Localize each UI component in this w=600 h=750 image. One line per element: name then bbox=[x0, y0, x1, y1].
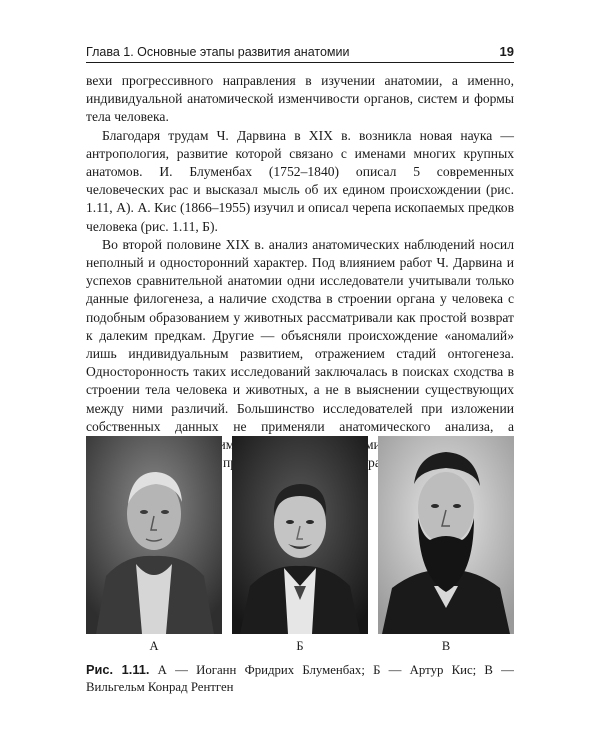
portrait-a bbox=[86, 436, 222, 654]
figure-caption bbox=[86, 662, 514, 695]
paragraph-continuation: вехи прогрессивного направления в изучении анатомии, а именно, индивидуальной анатомической изменчивости органов, систем и формы тела человека. bbox=[86, 73, 514, 125]
portrait-b bbox=[232, 436, 368, 654]
figure-1-11 bbox=[86, 436, 514, 695]
label-a: А bbox=[149, 639, 159, 653]
portrait-blumenbach-drawing bbox=[86, 436, 222, 634]
caption-text: А — Иоганн Фридрих Блуменбах; Б — Артур Кис; В — Вильгельм Конрад Рентген bbox=[86, 663, 514, 694]
portrait-row bbox=[86, 436, 514, 654]
portrait-keith-image bbox=[232, 436, 368, 634]
body-text bbox=[86, 72, 514, 491]
running-head bbox=[86, 44, 514, 63]
chapter-title: Глава 1. Основные этапы развития анатомии bbox=[86, 45, 350, 59]
portrait-keith-drawing bbox=[232, 436, 368, 634]
caption-lead: Рис. 1.11. bbox=[86, 662, 150, 677]
paragraph-xix-century: Во второй половине XIX в. анализ анатомических наблюдений носил неполный и односторонний характер. Под влиянием работ Ч. Дарвина и успехов сравнительной анатомии одни исследователи учитывали только данные филогенеза, а наличие сходства в строении органа у человека с подобным образованием у животных рассматривали как простой возврат к далеким предкам. Другие — объясняли происхождение «аномалий» лишь индивидуальным развитием, отражением стадий онтогенеза. Односторонность таких исследований заключалась в поисках сходства в строении тела человека и животных, а не в выяснении существующих между ними различий. Большинство исследователей при изложении собственных данных не применяли анатомического анализа, а bbox=[86, 236, 514, 434]
label-b: Б bbox=[296, 639, 304, 653]
paragraph-anthropology: Благодаря трудам Ч. Дарвина в XIX в. возникла новая наука — антропология, развитие которой связано с именами многих крупных анатомов. И. Блуменбах (1752–1840) описал 5 современных человеческих рас и высказал мысль об их едином происхождении (рис. 1.11, А). А. Кис (1866–1955) изучил и описал черепа ископаемых предков человека (рис. 1.11, Б). bbox=[86, 127, 514, 234]
label-c: В bbox=[441, 639, 451, 653]
portrait-blumenbach-image bbox=[86, 436, 222, 634]
portrait-roentgen-image bbox=[378, 436, 514, 634]
page-number: 19 bbox=[499, 44, 514, 59]
portrait-c bbox=[378, 436, 514, 654]
portrait-roentgen-drawing bbox=[378, 436, 514, 634]
